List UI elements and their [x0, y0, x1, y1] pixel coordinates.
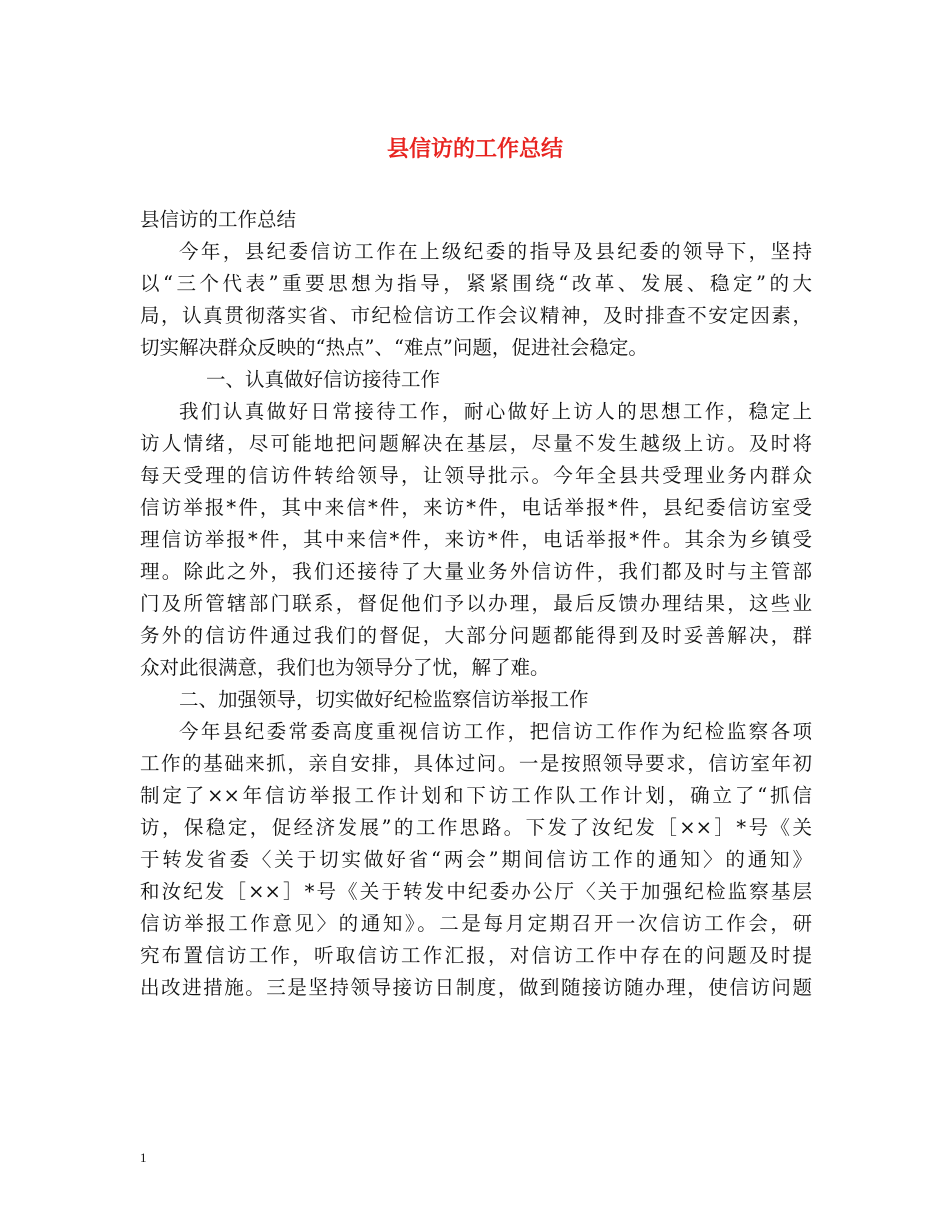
paragraph-line: 理。除此之外，我们还接待了大量业务外信访件，我们都及时与主管部	[140, 560, 812, 583]
paragraph-line: 众对此很满意，我们也为领导分了忧，解了难。	[140, 656, 550, 679]
paragraph-line: 每天受理的信访件转给领导，让领导批示。今年全县共受理业务内群众	[140, 464, 812, 487]
paragraph-line: 门及所管辖部门联系，督促他们予以办理，最后反馈办理结果，这些业	[140, 592, 812, 615]
section-heading: 二、加强领导，切实做好纪检监察信访举报工作	[179, 688, 589, 711]
paragraph-line: 今年县纪委常委高度重视信访工作，把信访工作作为纪检监察各项	[179, 720, 812, 743]
paragraph-line: 信访举报工作意见〉的通知》。二是每月定期召开一次信访工作会，研	[140, 912, 812, 935]
paragraph-line: 于转发省委〈关于切实做好省“两会”期间信访工作的通知〉的通知》	[140, 848, 812, 871]
document-subtitle: 县信访的工作总结	[140, 208, 297, 231]
paragraph-line: 局，认真贯彻落实省、市纪检信访工作会议精神，及时排查不安定因素，	[140, 304, 812, 327]
paragraph-line: 制定了××年信访举报工作计划和下访工作队工作计划，确立了“抓信	[140, 784, 812, 807]
paragraph-line: 理信访举报*件，其中来信*件，来访*件，电话举报*件。其余为乡镇受	[140, 528, 812, 551]
page-number: 1	[140, 1150, 147, 1165]
paragraph-line: 访人情绪，尽可能地把问题解决在基层，尽量不发生越级上访。及时将	[140, 432, 812, 455]
section-heading: 一、认真做好信访接待工作	[206, 368, 441, 391]
paragraph-line: 切实解决群众反映的“热点”、“难点”问题，促进社会稳定。	[140, 336, 648, 359]
paragraph-line: 今年，县纪委信访工作在上级纪委的指导及县纪委的领导下，坚持	[179, 240, 812, 263]
document-title: 县信访的工作总结	[386, 136, 563, 162]
paragraph-line: 出改进措施。三是坚持领导接访日制度，做到随接访随办理，使信访问题	[140, 976, 812, 999]
paragraph-line: 工作的基础来抓，亲自安排，具体过问。一是按照领导要求，信访室年初	[140, 752, 812, 775]
paragraph-line: 究布置信访工作，听取信访工作汇报，对信访工作中存在的问题及时提	[140, 944, 812, 967]
paragraph-line: 信访举报*件，其中来信*件，来访*件，电话举报*件，县纪委信访室受	[140, 496, 812, 519]
paragraph-line: 和汝纪发［××］*号《关于转发中纪委办公厅〈关于加强纪检监察基层	[140, 880, 812, 903]
paragraph-line: 我们认真做好日常接待工作，耐心做好上访人的思想工作，稳定上	[179, 400, 812, 423]
paragraph-line: 务外的信访件通过我们的督促，大部分问题都能得到及时妥善解决，群	[140, 624, 812, 647]
document-body	[140, 204, 812, 1004]
paragraph-line: 访，保稳定，促经济发展”的工作思路。下发了汝纪发［××］*号《关	[140, 816, 812, 839]
paragraph-line: 以“三个代表”重要思想为指导，紧紧围绕“改革、发展、稳定”的大	[140, 272, 812, 295]
